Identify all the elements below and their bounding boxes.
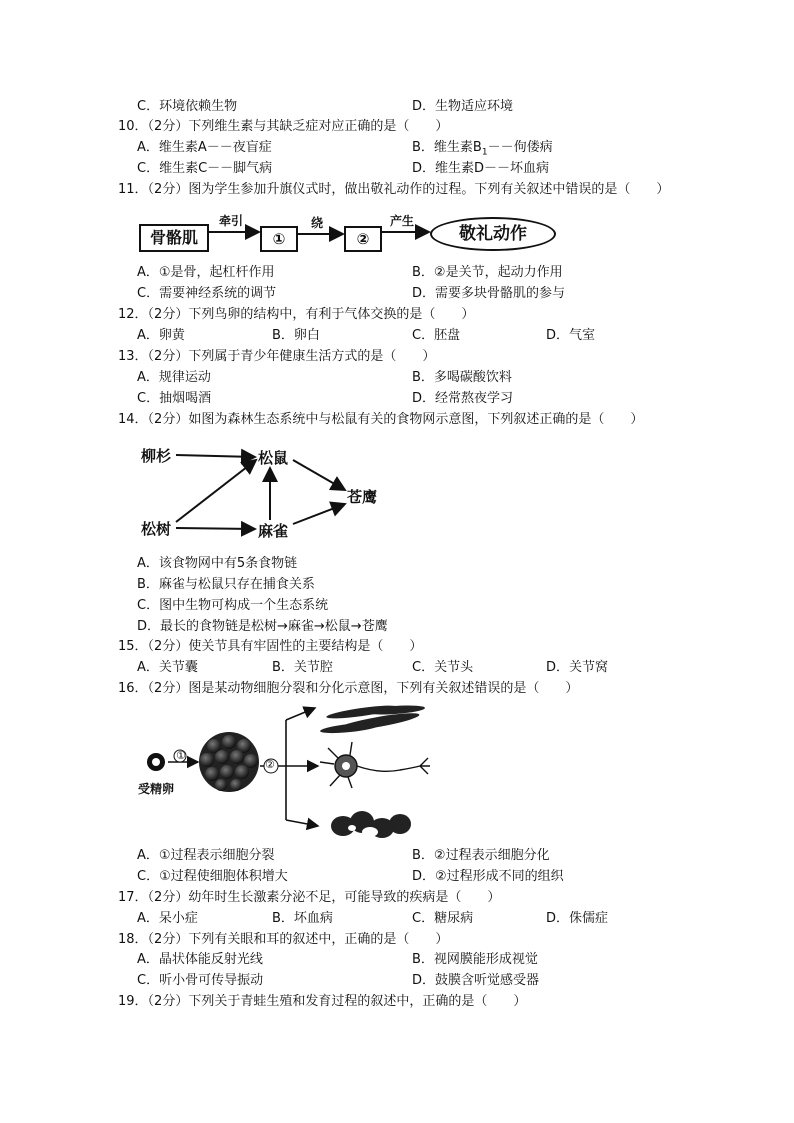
cell-mass-icon <box>199 732 259 792</box>
q14-stem: 14．（2分）如图为森林生态系统中与松鼠有关的食物网示意图，下列叙述正确的是（ ） <box>118 412 644 427</box>
q14-option-b[interactable]: B．麻雀与松鼠只存在捕食关系 <box>137 577 315 592</box>
q18-option-b[interactable]: B．视网膜能形成视觉 <box>412 952 538 967</box>
tissue-cluster-icon <box>331 811 411 838</box>
q15-option-d[interactable]: D．关节窝 <box>546 660 609 675</box>
q13-option-c[interactable]: C．抽烟喝酒 <box>137 391 212 406</box>
q10-option-b-post: －－佝偻病 <box>487 140 553 155</box>
q9-option-c[interactable]: C．环境依赖生物 <box>137 99 238 114</box>
q13-option-d[interactable]: D．经常熬夜学习 <box>412 391 514 406</box>
q19-stem: 19．（2分）下列关于青蛙生殖和发育过程的叙述中，正确的是（ ） <box>118 994 527 1009</box>
q18-option-d[interactable]: D．鼓膜含听觉感受器 <box>412 973 540 988</box>
q14-option-a[interactable]: A．该食物网中有5条食物链 <box>137 556 298 571</box>
q11-box-2: ② <box>344 226 382 252</box>
q16-step1-label: ① <box>176 749 186 762</box>
q15-option-b[interactable]: B．关节腔 <box>272 660 333 675</box>
q16-option-a[interactable]: A．①过程表示细胞分裂 <box>137 848 275 863</box>
q11-box-muscle: 骨骼肌 <box>139 224 209 252</box>
q14-option-c[interactable]: C．图中生物可构成一个生态系统 <box>137 598 329 613</box>
q18-option-a[interactable]: A．晶状体能反射光线 <box>137 952 263 967</box>
q16-option-c[interactable]: C．①过程使细胞体积增大 <box>137 869 288 884</box>
q10-option-b-pre: B．维生素B <box>412 140 482 155</box>
q13-option-b[interactable]: B．多喝碳酸饮料 <box>412 370 512 385</box>
q10-stem: 10．（2分）下列维生素与其缺乏症对应正确的是（ ） <box>118 119 449 134</box>
q14-option-d[interactable]: D．最长的食物链是松树→麻雀→松鼠→苍鹰 <box>137 619 388 634</box>
q11-arrows <box>0 0 794 300</box>
q15-option-a[interactable]: A．关节囊 <box>137 660 198 675</box>
q11-box-1: ① <box>260 226 298 252</box>
q14-node-songshu: 松鼠 <box>258 449 289 467</box>
q10-option-b-sub: 1 <box>481 147 488 158</box>
q11-option-c[interactable]: C．需要神经系统的调节 <box>137 286 277 301</box>
q16-egg-label: 受精卵 <box>138 782 175 796</box>
q13-option-a[interactable]: A．规律运动 <box>137 370 211 385</box>
q17-option-a[interactable]: A．呆小症 <box>137 911 198 926</box>
muscle-tissue-icon <box>320 703 425 735</box>
q11-arrow2-label: 绕 <box>311 216 324 230</box>
q17-stem: 17．（2分）幼年时生长激素分泌不足，可能导致的疾病是（ ） <box>118 890 501 905</box>
q14-arrow-maque-cangying <box>293 504 345 524</box>
q12-option-c[interactable]: C．胚盘 <box>412 328 461 343</box>
q14-arrow-tree-maque <box>176 528 255 529</box>
q11-oval-salute: 敬礼动作 <box>430 217 556 251</box>
q18-option-c[interactable]: C．听小骨可传导振动 <box>137 973 264 988</box>
q16-stem: 16．（2分）图是某动物细胞分裂和分化示意图，下列有关叙述错误的是（ ） <box>118 681 579 696</box>
q12-option-a[interactable]: A．卵黄 <box>137 328 185 343</box>
q14-arrow-songshu-cangying <box>293 460 345 490</box>
q10-option-a[interactable]: A．维生素A－－夜盲症 <box>137 140 272 155</box>
q11-option-a[interactable]: A．①是骨，起杠杆作用 <box>137 265 275 280</box>
q14-arrow-songshu-tree-songshu <box>176 460 256 522</box>
nerve-cell-icon <box>320 742 430 788</box>
q11-option-d[interactable]: D．需要多块骨骼肌的参与 <box>412 286 566 301</box>
q10-option-d[interactable]: D．维生素D－－坏血病 <box>412 161 550 176</box>
q14-arrow-liushan-songshu <box>176 455 255 457</box>
q16-option-d[interactable]: D．②过程形成不同的组织 <box>412 869 564 884</box>
q15-stem: 15．（2分）使关节具有牢固性的主要结构是（ ） <box>118 639 423 654</box>
q16-cell-diagram <box>0 700 794 840</box>
q14-arrows <box>0 430 794 550</box>
q12-option-b[interactable]: B．卵白 <box>272 328 320 343</box>
q10-option-c[interactable]: C．维生素C－－脚气病 <box>137 161 273 176</box>
q17-option-b[interactable]: B．坏血病 <box>272 911 333 926</box>
q11-arrow1-label: 牵引 <box>219 214 244 228</box>
q11-stem: 11．（2分）图为学生参加升旗仪式时，做出敬礼动作的过程。下列有关叙述中错误的是（ ） <box>118 182 670 197</box>
q17-option-c[interactable]: C．糖尿病 <box>412 911 474 926</box>
q14-node-liushan: 柳杉 <box>141 447 172 465</box>
q12-stem: 12．（2分）下列鸟卵的结构中，有利于气体交换的是（ ） <box>118 307 475 322</box>
q14-node-songshu-tree: 松树 <box>141 520 172 538</box>
q14-node-maque: 麻雀 <box>258 522 289 540</box>
q9-option-d[interactable]: D．生物适应环境 <box>412 99 514 114</box>
q17-option-d[interactable]: D．侏儒症 <box>546 911 609 926</box>
q16-step2-label: ② <box>265 758 275 771</box>
q15-option-c[interactable]: C．关节头 <box>412 660 474 675</box>
q16-option-b[interactable]: B．②过程表示细胞分化 <box>412 848 550 863</box>
q11-option-b[interactable]: B．②是关节，起动力作用 <box>412 265 563 280</box>
q12-option-d[interactable]: D．气室 <box>546 328 596 343</box>
q18-stem: 18．（2分）下列有关眼和耳的叙述中，正确的是（ ） <box>118 932 449 947</box>
q11-arrow3-label: 产生 <box>390 214 415 228</box>
q13-stem: 13．（2分）下列属于青少年健康生活方式的是（ ） <box>118 349 436 364</box>
q14-node-cangying: 苍鹰 <box>347 488 378 506</box>
